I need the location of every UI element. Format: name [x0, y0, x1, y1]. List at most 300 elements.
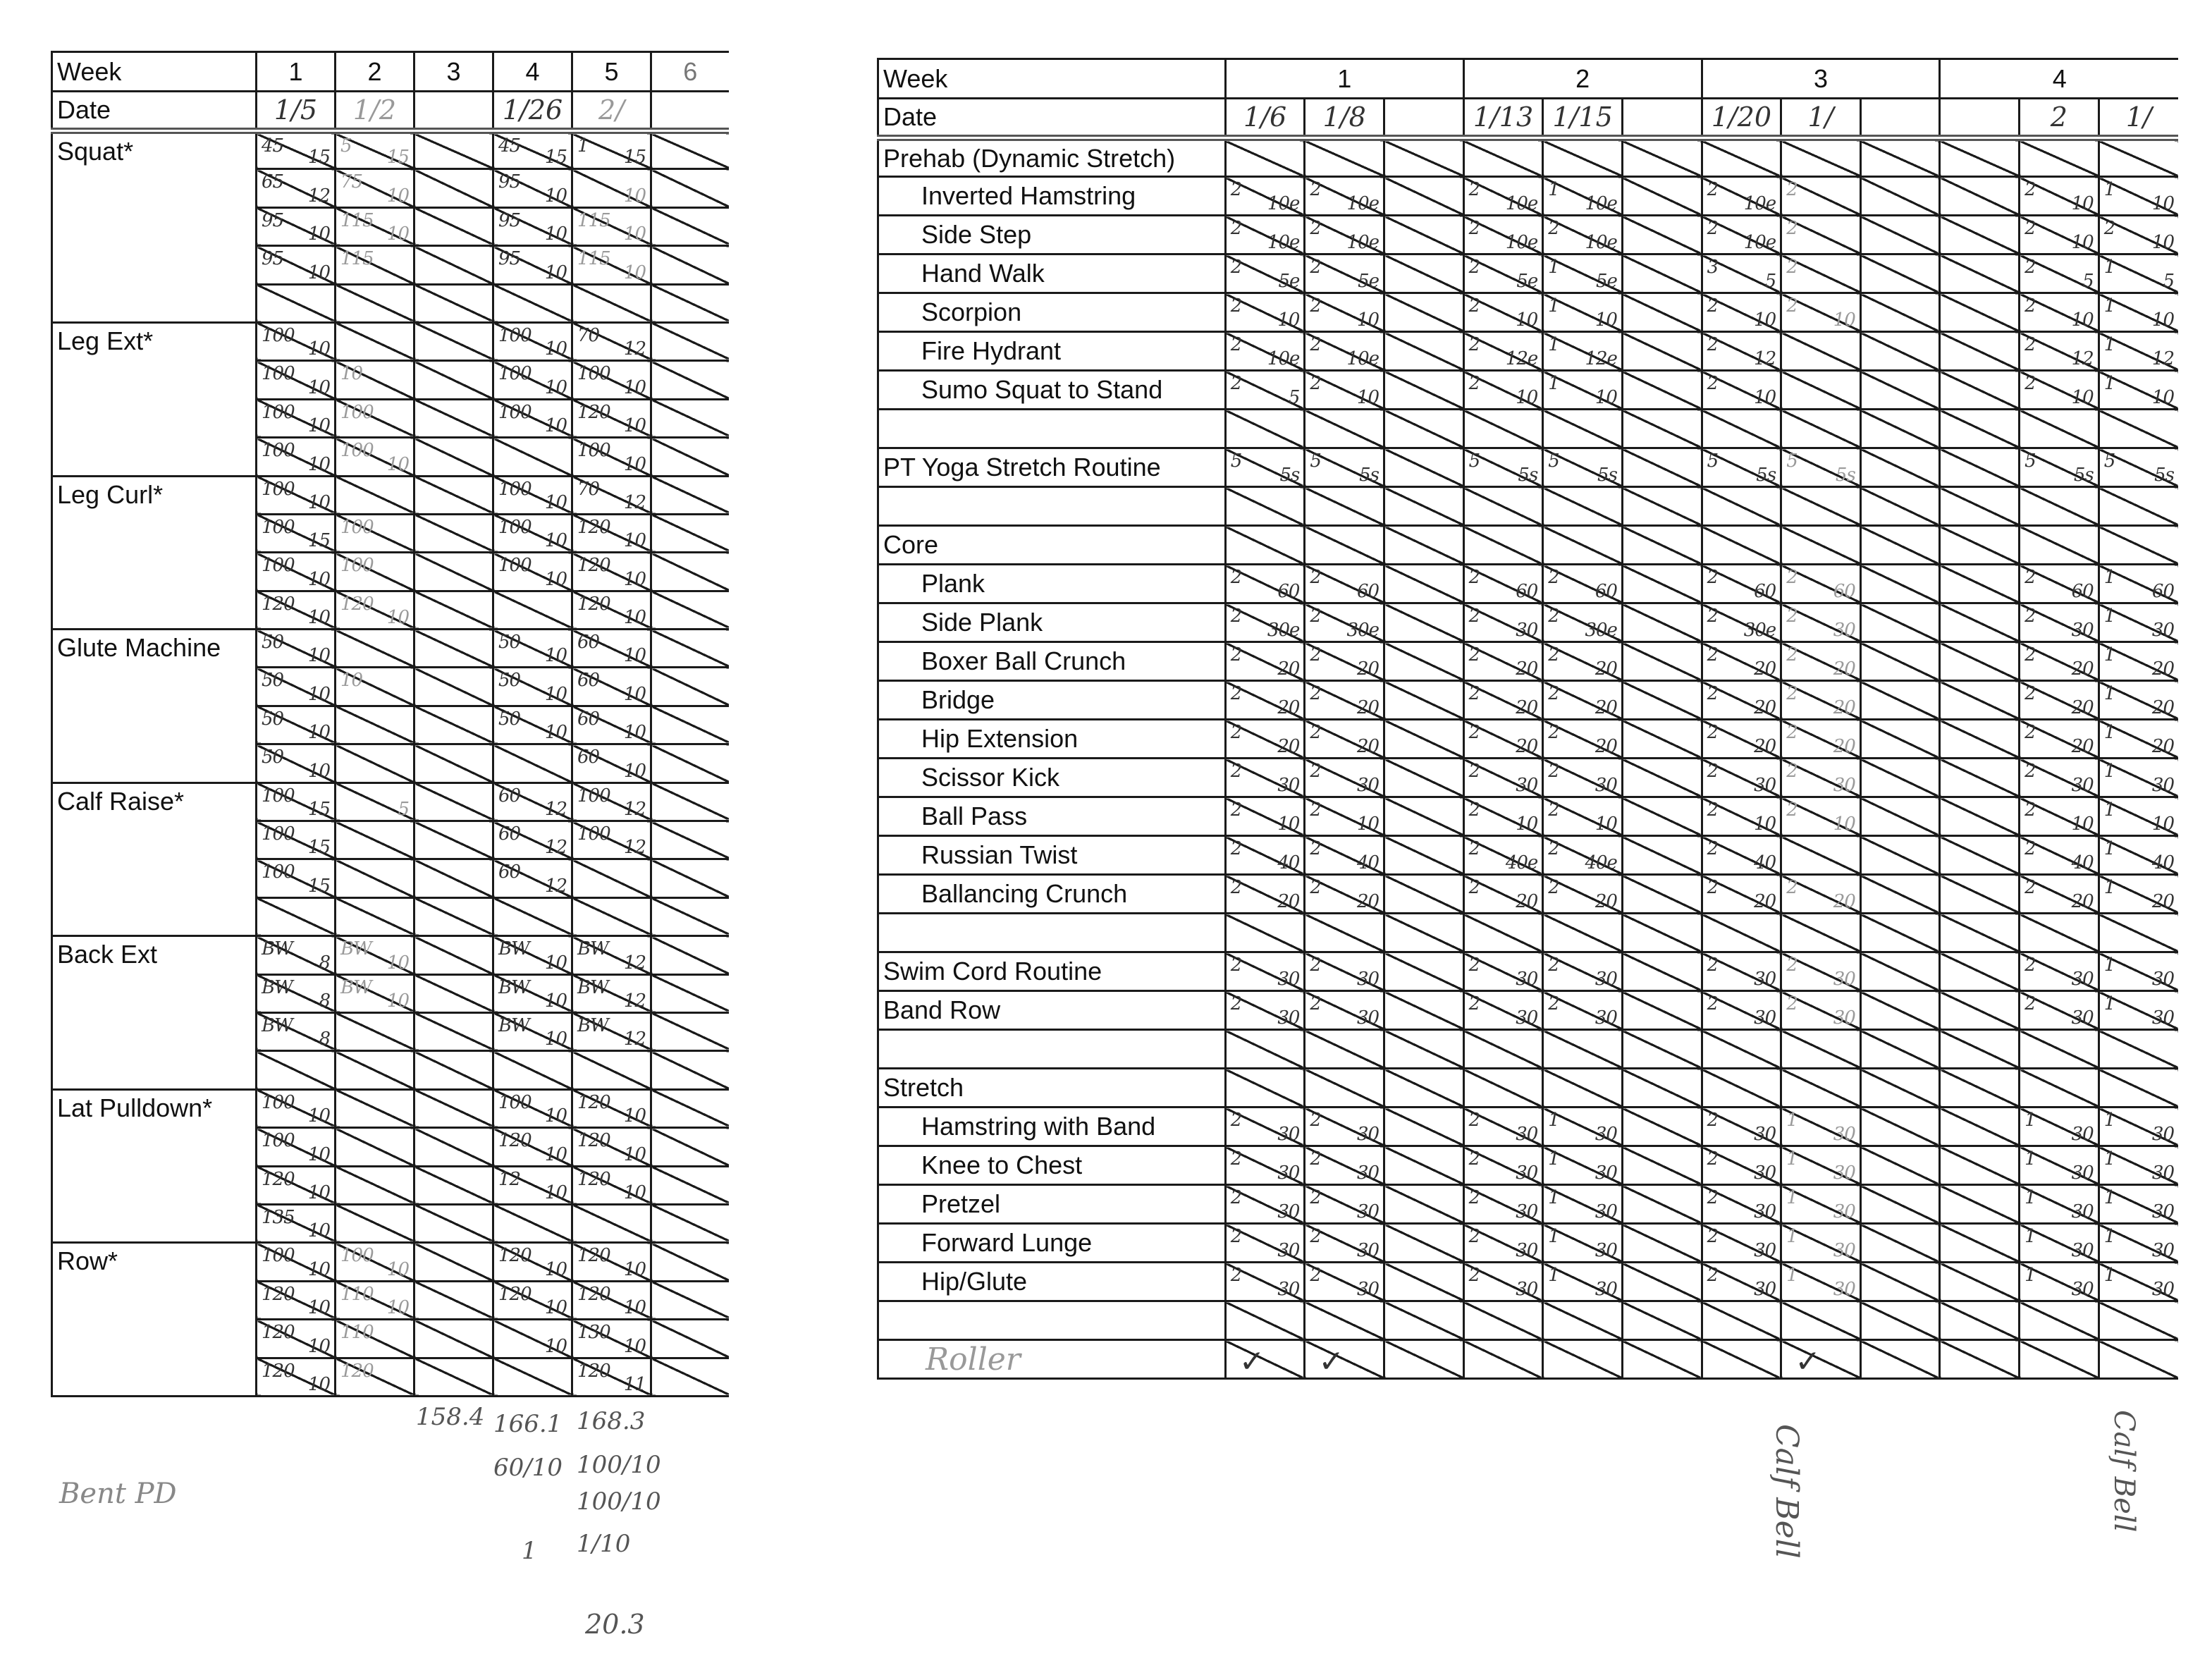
- exercise-label: [878, 216, 1226, 254]
- entry-reps: 10: [386, 1297, 409, 1319]
- date-cell: [1225, 99, 1305, 138]
- entry-reps: 5e: [1595, 271, 1617, 292]
- entry-cell: [1860, 991, 1940, 1030]
- entry-sets: 1: [2024, 1110, 2036, 1131]
- date-value: 1/15: [1552, 102, 1613, 133]
- entry-cell: [493, 169, 572, 207]
- entry-cell: [1225, 914, 1305, 952]
- entry-cell: [336, 246, 414, 284]
- entry-sets: 1: [2103, 877, 2115, 898]
- entry-reps: 10: [544, 491, 567, 513]
- date-value: 1/2: [352, 94, 397, 125]
- entry-weight: 100: [262, 401, 295, 423]
- table-row: [52, 131, 729, 169]
- entry-cell: [1860, 1146, 1940, 1185]
- entry-cell: [651, 207, 729, 245]
- entry-reps: 10: [386, 453, 409, 475]
- entry-cell: [1225, 759, 1305, 797]
- entry-sets: 2: [1230, 683, 1242, 704]
- entry-sets: 2: [1707, 1148, 1719, 1170]
- entry-cell: [572, 744, 651, 783]
- entry-cell: [651, 783, 729, 821]
- entry-reps: 8: [319, 952, 330, 974]
- entry-cell: [1463, 1224, 1543, 1263]
- entry-cell: [336, 361, 414, 399]
- entry-reps: 11: [623, 1373, 646, 1395]
- entry-cell: [2099, 254, 2178, 293]
- entry-cell: [2099, 914, 2178, 952]
- entry-reps: 20: [2151, 891, 2174, 912]
- entry-reps: 30: [1833, 1279, 1855, 1300]
- entry-reps: 10: [544, 415, 567, 437]
- exercise-label: [878, 1224, 1226, 1263]
- entry-cell: [414, 1320, 493, 1358]
- date-label-text: Date: [57, 95, 111, 124]
- entry-reps: 30: [1277, 1007, 1300, 1029]
- entry-cell: [2020, 603, 2099, 642]
- entry-sets: 2: [1548, 955, 1559, 976]
- exercise-name: Leg Curl*: [57, 479, 164, 509]
- entry-cell: [1463, 603, 1543, 642]
- entry-cell: [1702, 254, 1781, 293]
- entry-cell: [1384, 487, 1464, 526]
- entry-sets: 2: [1310, 1226, 1321, 1247]
- empty-label-cell: [52, 1358, 257, 1396]
- entry-cell: [336, 169, 414, 207]
- entry-reps: 10: [307, 1182, 330, 1203]
- exercise-label: [878, 565, 1226, 603]
- entry-weight: 65: [262, 171, 284, 193]
- entry-weight: 50: [262, 708, 284, 730]
- entry-reps: 20: [1516, 736, 1538, 757]
- entry-cell: [1940, 177, 2020, 216]
- entry-sets: 2: [1786, 761, 1798, 782]
- entry-reps: 10: [307, 1373, 330, 1395]
- entry-reps: 40: [1356, 852, 1380, 873]
- entry-reps: 12: [1754, 348, 1776, 369]
- entry-cell: [414, 438, 493, 476]
- entry-reps: 10: [2151, 193, 2174, 214]
- week-number-cell: [493, 52, 572, 92]
- weight-note-3: 100/10: [577, 1487, 661, 1516]
- entry-cell: [336, 1166, 414, 1204]
- entry-sets: 2: [1707, 1265, 1719, 1286]
- exercise-label: [52, 322, 257, 360]
- entry-cell: [1543, 1146, 1623, 1185]
- entry-cell: [572, 1128, 651, 1166]
- exercise-name: Calf Raise*: [57, 786, 185, 816]
- table-row: [52, 1051, 729, 1089]
- entry-reps: 10: [2151, 814, 2174, 835]
- entry-cell: [651, 859, 729, 897]
- entry-cell: [1702, 177, 1781, 216]
- exercise-label: [878, 681, 1226, 720]
- entry-cell: [1702, 487, 1781, 526]
- entry-cell: [1781, 759, 1861, 797]
- entry-cell: [2020, 875, 2099, 914]
- entry-cell: [1463, 371, 1543, 410]
- date-cell: [1860, 99, 1940, 138]
- entry-reps: 30: [1516, 1240, 1538, 1261]
- entry-cell: [336, 897, 414, 935]
- entry-sets: 2: [1707, 683, 1719, 704]
- entry-cell: [257, 438, 336, 476]
- entry-reps: 12: [544, 799, 567, 821]
- empty-label-cell: [52, 744, 257, 783]
- entry-reps: 10: [1516, 814, 1538, 835]
- empty-label-cell: [52, 897, 257, 935]
- entry-cell: [1781, 177, 1861, 216]
- entry-reps: 30: [1356, 1240, 1380, 1261]
- entry-reps: 60: [1516, 581, 1538, 602]
- entry-weight: BW: [498, 1014, 529, 1036]
- entry-cell: [2099, 681, 2178, 720]
- table-row: [878, 138, 2179, 177]
- entry-cell: [1702, 914, 1781, 952]
- entry-cell: [1622, 1146, 1702, 1185]
- entry-cell: [1860, 1263, 1940, 1301]
- entry-sets: 2: [1230, 179, 1242, 200]
- entry-reps: 10e: [1743, 232, 1776, 253]
- entry-reps: 30: [2151, 1240, 2174, 1261]
- empty-label-cell: [52, 169, 257, 207]
- entry-cell: [1781, 914, 1861, 952]
- entry-cell: [414, 859, 493, 897]
- entry-reps: 10e: [1267, 232, 1300, 253]
- entry-sets: 2: [1468, 1226, 1480, 1247]
- entry-cell: [1940, 487, 2020, 526]
- entry-reps: 15: [307, 147, 330, 168]
- entry-sets: 2: [2024, 218, 2036, 239]
- entry-reps: 12e: [1585, 348, 1617, 369]
- empty-label-cell: [52, 1281, 257, 1319]
- entry-sets: 2: [2024, 799, 2036, 821]
- entry-reps: 10: [623, 415, 646, 437]
- entry-cell: [1622, 991, 1702, 1030]
- entry-cell: [2099, 332, 2178, 371]
- entry-cell: [1463, 759, 1543, 797]
- empty-label-cell: [878, 1030, 1226, 1069]
- entry-cell: [651, 897, 729, 935]
- date-cell: [257, 92, 336, 131]
- entry-cell: [1702, 991, 1781, 1030]
- entry-cell: [572, 1089, 651, 1127]
- entry-sets: 2: [1310, 179, 1321, 200]
- entry-weight: 100: [498, 478, 532, 500]
- entry-reps: 30: [1277, 775, 1300, 796]
- entry-cell: [1384, 565, 1464, 603]
- entry-cell: [651, 322, 729, 360]
- entry-weight: 120: [262, 1322, 295, 1344]
- entry-reps: 30: [1356, 1279, 1380, 1300]
- entry-cell: [1543, 1069, 1623, 1108]
- entry-reps: 10e: [1346, 193, 1380, 214]
- weight-note-4: 1/10: [577, 1530, 631, 1558]
- entry-reps: 30: [1754, 969, 1776, 990]
- entry-sets: 2: [1468, 257, 1480, 278]
- exercise-name: Swim Cord Routine: [883, 957, 1102, 986]
- entry-cell: [1225, 1224, 1305, 1263]
- entry-cell: [1384, 875, 1464, 914]
- entry-sets: 2: [1548, 838, 1559, 859]
- entry-cell: [572, 553, 651, 591]
- entry-cell: [1305, 448, 1384, 487]
- entry-cell: [651, 399, 729, 437]
- week-label-text: Week: [57, 56, 122, 86]
- empty-label-cell: [52, 361, 257, 399]
- entry-cell: [1305, 991, 1384, 1030]
- entry-cell: [1463, 565, 1543, 603]
- entry-reps: 15: [544, 147, 567, 168]
- entry-cell: [2020, 138, 2099, 177]
- entry-cell: [572, 897, 651, 935]
- empty-label-cell: [52, 284, 257, 322]
- entry-cell: [1384, 836, 1464, 875]
- entry-weight: 110: [340, 1322, 374, 1344]
- entry-sets: 2: [1468, 334, 1480, 355]
- entry-sets: 1: [2024, 1187, 2036, 1208]
- entry-sets: 1: [2103, 567, 2115, 588]
- entry-cell: [1702, 681, 1781, 720]
- entry-sets: 2: [2024, 722, 2036, 743]
- entry-weight: 100: [262, 1130, 295, 1152]
- entry-cell: [572, 859, 651, 897]
- entry-sets: 2: [1468, 567, 1480, 588]
- entry-sets: 2: [1310, 993, 1321, 1014]
- entry-cell: [1384, 1146, 1464, 1185]
- entry-cell: [1940, 914, 2020, 952]
- entry-reps: 20: [1595, 736, 1617, 757]
- entry-cell: [651, 169, 729, 207]
- entry-sets: 2: [1230, 955, 1242, 976]
- entry-reps: 10: [1595, 814, 1617, 835]
- entry-reps: 10: [623, 645, 646, 667]
- entry-sets: 2: [1786, 993, 1798, 1014]
- entry-reps: 10: [623, 722, 646, 744]
- entry-cell: [257, 1358, 336, 1396]
- entry-cell: [1940, 720, 2020, 759]
- entry-cell: [257, 859, 336, 897]
- entry-cell: [1860, 759, 1940, 797]
- date-label: [878, 99, 1226, 138]
- date-cell: [1305, 99, 1384, 138]
- right-workout-log-table: [877, 58, 2178, 1380]
- entry-cell: [1463, 410, 1543, 448]
- entry-cell: [1940, 1185, 2020, 1224]
- entry-cell: [1463, 797, 1543, 836]
- entry-sets: 2: [1548, 799, 1559, 821]
- entry-cell: [1702, 1185, 1781, 1224]
- entry-weight: BW: [340, 976, 371, 998]
- week-number-cell: [1225, 59, 1463, 99]
- entry-cell: [1860, 410, 1940, 448]
- entry-sets: 2: [1310, 295, 1321, 317]
- entry-reps: 20: [1356, 891, 1380, 912]
- exercise-label: [878, 875, 1226, 914]
- entry-cell: [2099, 759, 2178, 797]
- entry-cell: [1225, 991, 1305, 1030]
- table-row: [878, 952, 2179, 991]
- exercise-label: [52, 630, 257, 668]
- entry-cell: [257, 591, 336, 629]
- entry-cell: [2020, 952, 2099, 991]
- entry-cell: [2099, 1030, 2178, 1069]
- exercise-label: [52, 476, 257, 514]
- entry-weight: 60: [498, 823, 521, 845]
- entry-weight: 12: [498, 1168, 521, 1190]
- week-label-text: Week: [883, 63, 948, 93]
- entry-cell: [1543, 914, 1623, 952]
- exercise-name: Squat*: [57, 137, 134, 166]
- entry-sets: 2: [1468, 218, 1480, 239]
- entry-reps: 30: [1356, 775, 1380, 796]
- entry-cell: [493, 821, 572, 859]
- exercise-label: [878, 177, 1226, 216]
- entry-weight: 120: [577, 1360, 610, 1382]
- entry-reps: 10: [544, 223, 567, 245]
- table-row: [52, 1358, 729, 1396]
- entry-reps: 20: [1516, 891, 1538, 912]
- entry-cell: [493, 1089, 572, 1127]
- exercise-label: [878, 759, 1226, 797]
- entry-weight: 50: [498, 632, 521, 654]
- exercise-name: Knee to Chest: [921, 1151, 1083, 1179]
- entry-cell: [336, 476, 414, 514]
- entry-cell: [1225, 952, 1305, 991]
- entry-sets: 2: [1230, 1187, 1242, 1208]
- entry-cell: [2020, 914, 2099, 952]
- entry-cell: [2020, 293, 2099, 332]
- entry-cell: [1543, 526, 1623, 565]
- entry-cell: [1622, 1263, 1702, 1301]
- entry-cell: [651, 1051, 729, 1089]
- entry-cell: [651, 1320, 729, 1358]
- entry-reps: 10: [1516, 387, 1538, 408]
- entry-sets: 2: [1310, 955, 1321, 976]
- entry-sets: 2: [1468, 799, 1480, 821]
- entry-weight: 100: [498, 363, 532, 385]
- entry-cell: [336, 284, 414, 322]
- entry-reps: 10: [307, 223, 330, 245]
- exercise-label: [878, 991, 1226, 1030]
- entry-sets: 2: [1707, 722, 1719, 743]
- entry-cell: [2099, 410, 2178, 448]
- entry-reps: 10e: [1505, 193, 1538, 214]
- entry-cell: [414, 1243, 493, 1281]
- entry-reps: 10: [544, 568, 567, 590]
- entry-cell: [414, 322, 493, 360]
- entry-sets: 1: [1786, 1265, 1798, 1286]
- date-label-text: Date: [883, 102, 938, 131]
- entry-cell: [414, 514, 493, 552]
- entry-sets: 2: [2024, 877, 2036, 898]
- entry-cell: [257, 821, 336, 859]
- entry-cell: [1225, 1185, 1305, 1224]
- entry-sets: 1: [1548, 373, 1559, 394]
- entry-reps: 10: [623, 760, 646, 782]
- entry-sets: 2: [1230, 1148, 1242, 1170]
- entry-cell: [2020, 1340, 2099, 1379]
- entry-reps: 30: [1833, 1124, 1855, 1145]
- entry-cell: [493, 361, 572, 399]
- entry-cell: [1940, 565, 2020, 603]
- entry-cell: [1463, 875, 1543, 914]
- entry-cell: [1781, 797, 1861, 836]
- entry-cell: [1543, 991, 1623, 1030]
- entry-reps: 10: [544, 1105, 567, 1127]
- entry-cell: [2020, 642, 2099, 681]
- week-number: 5: [604, 56, 619, 86]
- week-number-cell: [572, 52, 651, 92]
- empty-label-cell: [878, 1301, 1226, 1340]
- entry-cell: [1622, 332, 1702, 371]
- entry-weight: 100: [340, 516, 374, 538]
- entry-cell: [1702, 875, 1781, 914]
- table-row: [878, 526, 2179, 565]
- entry-cell: [1702, 836, 1781, 875]
- entry-sets: 2: [1230, 257, 1242, 278]
- entry-cell: [1622, 1224, 1702, 1263]
- entry-sets: 2: [1310, 334, 1321, 355]
- entry-cell: [1543, 216, 1623, 254]
- entry-reps: 10e: [1346, 232, 1380, 253]
- entry-cell: [1305, 1069, 1384, 1108]
- entry-cell: [414, 974, 493, 1012]
- entry-sets: 1: [2024, 1148, 2036, 1170]
- empty-label-cell: [52, 1051, 257, 1089]
- exercise-label: [878, 448, 1226, 487]
- entry-cell: [1384, 1030, 1464, 1069]
- entry-sets: 2: [1310, 606, 1321, 627]
- entry-sets: 2: [1230, 567, 1242, 588]
- exercise-label: [878, 332, 1226, 371]
- entry-reps: 10: [307, 760, 330, 782]
- entry-cell: [1622, 177, 1702, 216]
- entry-cell: [493, 1128, 572, 1166]
- entry-reps: 10: [544, 530, 567, 552]
- entry-cell: [493, 1166, 572, 1204]
- exercise-label: [878, 952, 1226, 991]
- date-cell: [1384, 99, 1464, 138]
- entry-cell: [1543, 603, 1623, 642]
- entry-cell: [1463, 216, 1543, 254]
- entry-cell: [493, 284, 572, 322]
- entry-weight: 110: [340, 1283, 374, 1305]
- entry-reps: 15: [307, 530, 330, 552]
- entry-cell: [572, 246, 651, 284]
- entry-cell: [572, 591, 651, 629]
- entry-cell: [414, 246, 493, 284]
- entry-sets: 2: [1310, 567, 1321, 588]
- entry-cell: [1543, 836, 1623, 875]
- entry-cell: [1781, 1224, 1861, 1263]
- entry-cell: [1702, 332, 1781, 371]
- exercise-label: [52, 1243, 257, 1281]
- entry-reps: 10: [623, 223, 646, 245]
- entry-cell: [1305, 371, 1384, 410]
- entry-sets: 3: [1707, 257, 1719, 278]
- entry-reps: 30: [1595, 969, 1617, 990]
- entry-cell: [2099, 1301, 2178, 1340]
- entry-weight: 120: [262, 593, 295, 615]
- entry-weight: 130: [577, 1322, 610, 1344]
- entry-cell: [493, 246, 572, 284]
- entry-cell: [1463, 1108, 1543, 1146]
- entry-reps: 10: [307, 1297, 330, 1319]
- date-cell: [1702, 99, 1781, 138]
- entry-cell: [1463, 1030, 1543, 1069]
- entry-cell: [1225, 603, 1305, 642]
